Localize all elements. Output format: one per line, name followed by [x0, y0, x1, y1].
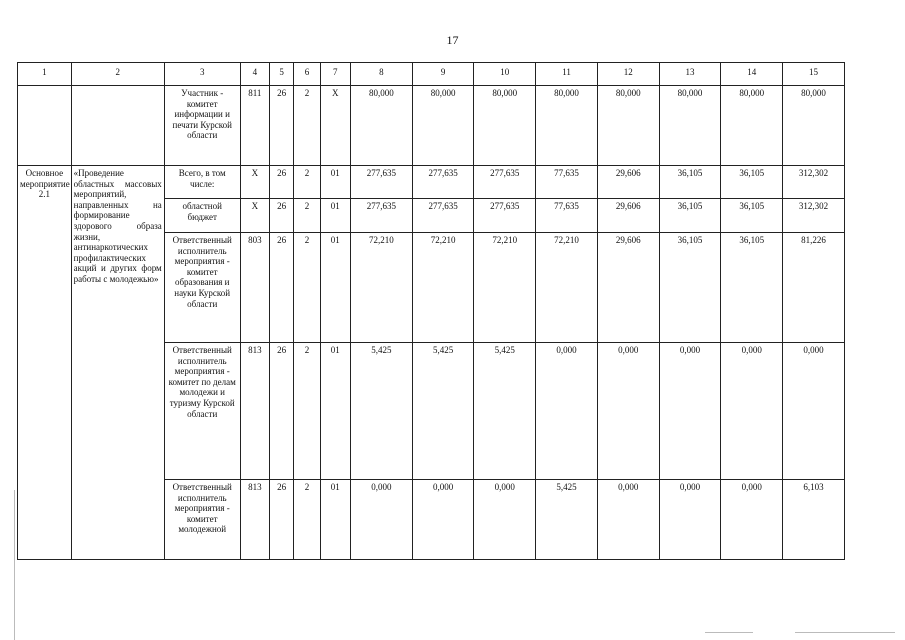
program-code-cell: 26 — [270, 86, 294, 166]
executor-cell: Всего, в том числе: — [164, 166, 240, 199]
amount-cell: 0,000 — [721, 480, 783, 560]
subprogram-code-cell: 2 — [294, 199, 320, 233]
amount-cell: 0,000 — [474, 480, 536, 560]
scan-margin-line — [14, 490, 16, 640]
scan-artifact-line — [705, 632, 753, 633]
measure-cell: Основное мероприятие 2.1 — [18, 166, 72, 560]
amount-cell: 36,105 — [721, 233, 783, 343]
amount-cell: 0,000 — [659, 343, 721, 480]
program-code-cell: 26 — [270, 199, 294, 233]
amount-cell: 0,000 — [536, 343, 598, 480]
executor-cell: Ответственный исполнитель мероприятия - комитет по делам молодежи и туризму Курской области — [164, 343, 240, 480]
page-number: 17 — [446, 33, 459, 47]
amount-cell: 5,425 — [412, 343, 474, 480]
amount-cell: 72,210 — [412, 233, 474, 343]
amount-cell: 72,210 — [350, 233, 412, 343]
amount-cell: 72,210 — [474, 233, 536, 343]
amount-cell: 81,226 — [783, 233, 845, 343]
measure-code-cell: 01 — [320, 233, 350, 343]
executor-cell: Ответственный исполнитель мероприятия - комитет образования и науки Курской области — [164, 233, 240, 343]
program-code-cell: 26 — [270, 166, 294, 199]
amount-cell: 80,000 — [474, 86, 536, 166]
subprogram-code-cell: 2 — [294, 86, 320, 166]
amount-cell: 277,635 — [412, 166, 474, 199]
column-header: 10 — [474, 63, 536, 86]
column-header: 4 — [240, 63, 269, 86]
amount-cell: 277,635 — [350, 166, 412, 199]
grbs-code-cell: 813 — [240, 480, 269, 560]
amount-cell: 6,103 — [783, 480, 845, 560]
amount-cell: 29,606 — [597, 166, 659, 199]
amount-cell: 312,302 — [783, 199, 845, 233]
measure-code-cell: 01 — [320, 199, 350, 233]
amount-cell: 80,000 — [659, 86, 721, 166]
program-code-cell: 26 — [270, 480, 294, 560]
amount-cell: 72,210 — [536, 233, 598, 343]
amount-cell: 0,000 — [350, 480, 412, 560]
grbs-code-cell: 803 — [240, 233, 269, 343]
amount-cell: 0,000 — [597, 343, 659, 480]
column-header: 7 — [320, 63, 350, 86]
program-code-cell: 26 — [270, 233, 294, 343]
column-header: 8 — [350, 63, 412, 86]
column-header: 14 — [721, 63, 783, 86]
column-header: 1 — [18, 63, 72, 86]
measure-cell — [18, 86, 72, 166]
amount-cell: 80,000 — [721, 86, 783, 166]
amount-cell: 80,000 — [350, 86, 412, 166]
amount-cell: 0,000 — [659, 480, 721, 560]
subprogram-code-cell: 2 — [294, 480, 320, 560]
amount-cell: 277,635 — [474, 166, 536, 199]
executor-cell: Участник - комитет информации и печати Курской области — [164, 86, 240, 166]
amount-cell: 277,635 — [412, 199, 474, 233]
amount-cell: 0,000 — [597, 480, 659, 560]
amount-cell: 29,606 — [597, 233, 659, 343]
subprogram-code-cell: 2 — [294, 166, 320, 199]
amount-cell: 80,000 — [536, 86, 598, 166]
column-header: 9 — [412, 63, 474, 86]
amount-cell: 77,635 — [536, 166, 598, 199]
amount-cell: 277,635 — [350, 199, 412, 233]
column-header: 15 — [783, 63, 845, 86]
description-cell: «Проведение областных массовых мероприятий, направленных на формирование здорового образа жизни, антинаркотических профилактических акций и других форм работы с молодежью» — [71, 166, 164, 560]
amount-cell: 36,105 — [659, 199, 721, 233]
amount-cell: 0,000 — [412, 480, 474, 560]
column-header: 2 — [71, 63, 164, 86]
measure-code-cell: 01 — [320, 480, 350, 560]
table-row — [18, 86, 845, 166]
amount-cell: 29,606 — [597, 199, 659, 233]
measure-code-cell: 01 — [320, 166, 350, 199]
column-header: 12 — [597, 63, 659, 86]
subprogram-code-cell: 2 — [294, 233, 320, 343]
grbs-code-cell: X — [240, 166, 269, 199]
amount-cell: 80,000 — [412, 86, 474, 166]
program-code-cell: 26 — [270, 343, 294, 480]
amount-cell: 5,425 — [536, 480, 598, 560]
budget-table — [17, 62, 845, 560]
amount-cell: 0,000 — [783, 343, 845, 480]
amount-cell: 312,302 — [783, 166, 845, 199]
measure-code-cell: X — [320, 86, 350, 166]
table-row — [18, 166, 845, 199]
amount-cell: 0,000 — [721, 343, 783, 480]
grbs-code-cell: 813 — [240, 343, 269, 480]
column-header: 13 — [659, 63, 721, 86]
amount-cell: 36,105 — [721, 166, 783, 199]
column-number-row — [18, 63, 845, 86]
executor-cell: Ответственный исполнитель мероприятия - комитет молодежной — [164, 480, 240, 560]
column-header: 6 — [294, 63, 320, 86]
measure-code-cell: 01 — [320, 343, 350, 480]
amount-cell: 36,105 — [659, 233, 721, 343]
amount-cell: 36,105 — [659, 166, 721, 199]
column-header: 3 — [164, 63, 240, 86]
executor-cell: областной бюджет — [164, 199, 240, 233]
grbs-code-cell: 811 — [240, 86, 269, 166]
amount-cell: 277,635 — [474, 199, 536, 233]
amount-cell: 80,000 — [597, 86, 659, 166]
grbs-code-cell: X — [240, 199, 269, 233]
amount-cell: 5,425 — [350, 343, 412, 480]
scan-artifact-line — [795, 632, 895, 633]
column-header: 11 — [536, 63, 598, 86]
amount-cell: 36,105 — [721, 199, 783, 233]
column-header: 5 — [270, 63, 294, 86]
subprogram-code-cell: 2 — [294, 343, 320, 480]
description-cell — [71, 86, 164, 166]
amount-cell: 77,635 — [536, 199, 598, 233]
amount-cell: 80,000 — [783, 86, 845, 166]
amount-cell: 5,425 — [474, 343, 536, 480]
